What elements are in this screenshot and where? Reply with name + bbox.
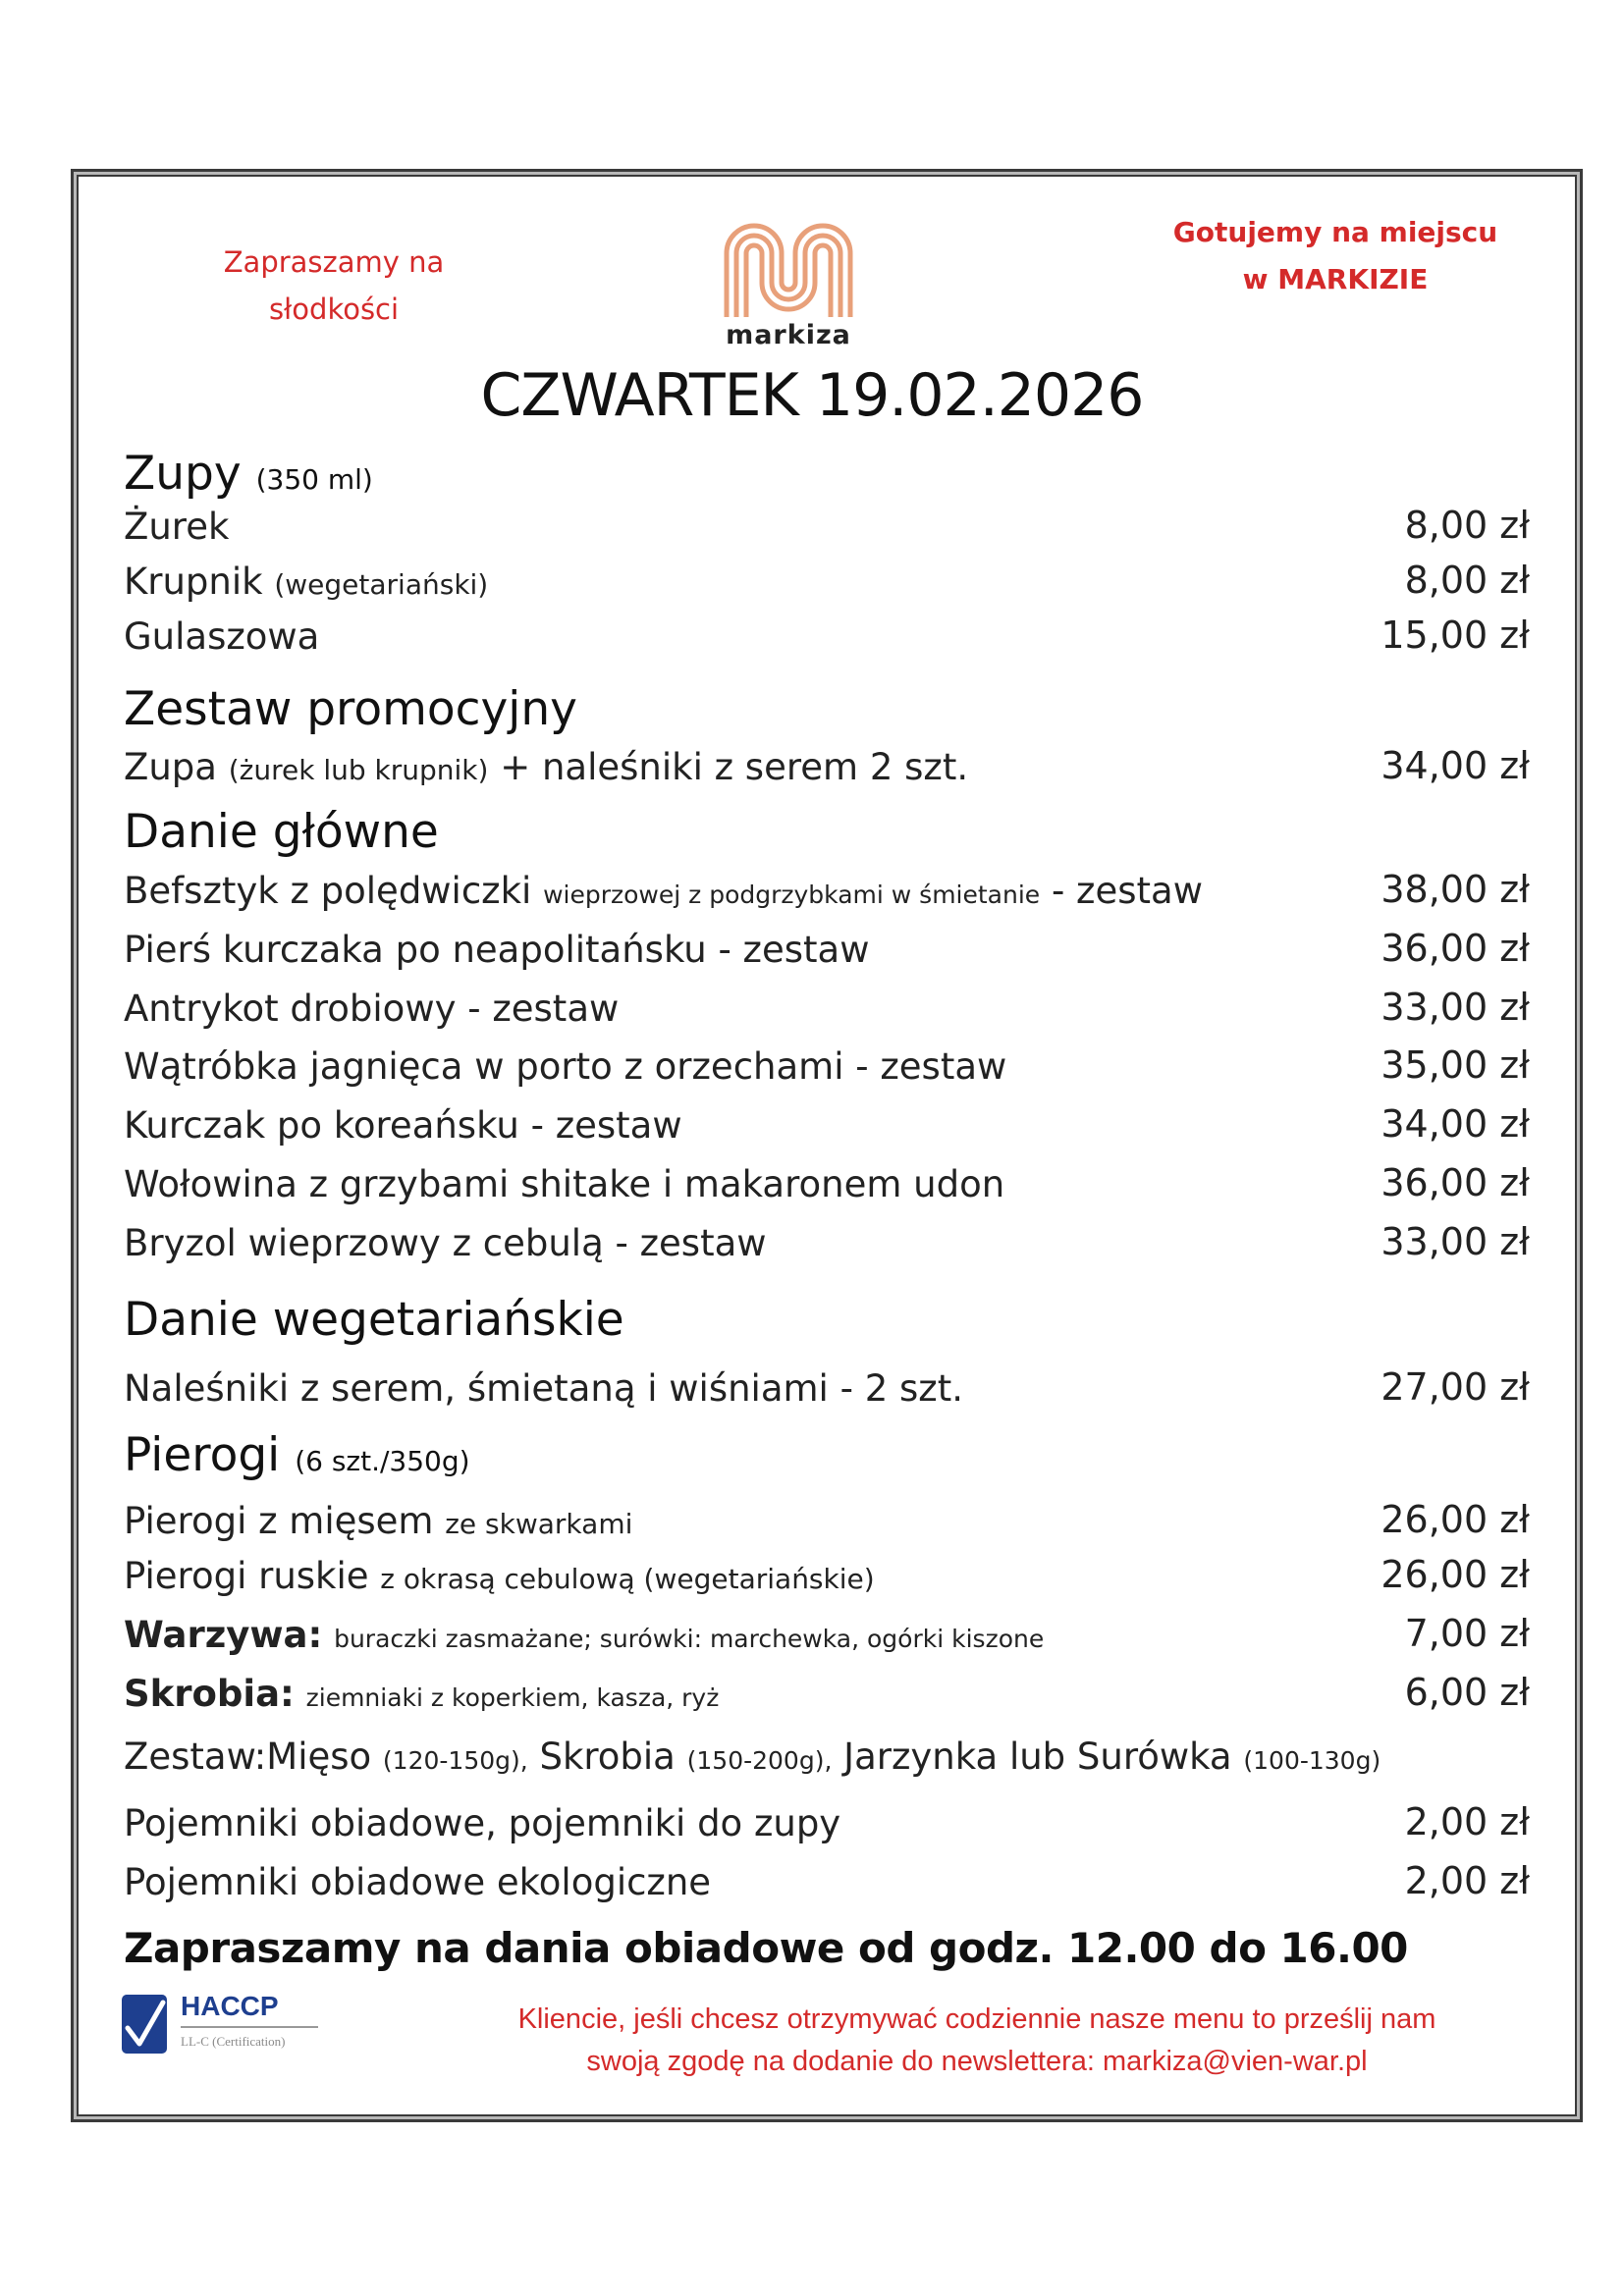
- item-price: 36,00 zł: [1380, 927, 1530, 970]
- item-price: 33,00 zł: [1380, 1220, 1530, 1263]
- item-note: ze skwarkami: [445, 1508, 633, 1540]
- set-weight: (150-200g),: [686, 1746, 833, 1775]
- menu-item: Kurczak po koreańsku - zestaw: [124, 1104, 682, 1147]
- newsletter-note: [412, 1999, 1542, 2083]
- newsletter-line: swoją zgodę na dodanie do newslettera: markiza@vien-war.pl: [586, 2046, 1368, 2077]
- section-title: Pierogi: [124, 1428, 281, 1482]
- haccp-divider: [181, 2026, 318, 2028]
- menu-item: Antrykot drobiowy - zestaw: [124, 988, 620, 1030]
- set-composition-info: [124, 1735, 1380, 1778]
- item-price: 8,00 zł: [1404, 559, 1530, 602]
- menu-item: Wołowina z grzybami shitake i makaronem udon: [124, 1163, 1005, 1205]
- item-name-rest: + naleśniki z serem 2 szt.: [500, 746, 969, 788]
- side-label: Warzywa:: [124, 1614, 323, 1656]
- item-price: 38,00 zł: [1380, 868, 1530, 911]
- item-note: z okrasą cebulową (wegetariańskie): [380, 1563, 875, 1595]
- menu-item: Naleśniki z serem, śmietaną i wiśniami - 2 szt.: [124, 1367, 963, 1410]
- sweets-invite-note: [157, 239, 511, 333]
- logo-wordmark: markiza: [726, 320, 851, 350]
- item-note: (wegetariański): [274, 568, 489, 601]
- item-price: 33,00 zł: [1380, 986, 1530, 1029]
- menu-item: Pojemniki obiadowe, pojemniki do zupy: [124, 1802, 841, 1844]
- menu-item: [124, 506, 229, 548]
- item-note: (żurek lub krupnik): [228, 754, 489, 786]
- menu-item: Pierś kurczaka po neapolitańsku - zestaw: [124, 929, 870, 971]
- item-price: 7,00 zł: [1404, 1612, 1530, 1655]
- menu-date-title: CZWARTEK 19.02.2026: [480, 361, 1144, 430]
- markiza-logo: [715, 214, 862, 361]
- item-price: 34,00 zł: [1380, 744, 1530, 787]
- section-heading-mains: Danie główne: [124, 805, 439, 859]
- item-price: 35,00 zł: [1380, 1043, 1530, 1087]
- item-price: 26,00 zł: [1380, 1553, 1530, 1596]
- item-name-rest: - zestaw: [1051, 870, 1203, 912]
- item-price: 8,00 zł: [1404, 504, 1530, 547]
- note-line: słodkości: [268, 293, 400, 326]
- set-part: Zestaw:Mięso: [124, 1735, 372, 1778]
- set-weight: (120-150g),: [382, 1746, 528, 1775]
- set-weight: (100-130g): [1243, 1746, 1381, 1775]
- section-heading-soups: [124, 447, 373, 501]
- haccp-label: HACCP: [181, 1991, 279, 2021]
- item-price: 34,00 zł: [1380, 1102, 1530, 1146]
- item-price: 36,00 zł: [1380, 1161, 1530, 1204]
- item-name: Żurek: [124, 506, 230, 548]
- menu-item: Pojemniki obiadowe ekologiczne: [124, 1861, 712, 1903]
- note-line: Gotujemy na miejscu: [1172, 216, 1498, 248]
- opening-hours-note: Zapraszamy na dania obiadowe od godz. 12.00 do 16.00: [124, 1924, 1408, 1972]
- section-subtitle: (350 ml): [255, 463, 373, 496]
- section-heading-pierogi: [124, 1428, 470, 1482]
- section-title: Zupy: [124, 447, 242, 501]
- side-note: ziemniaki z koperkiem, kasza, ryż: [305, 1683, 720, 1712]
- menu-item: [124, 1500, 632, 1542]
- item-price: 2,00 zł: [1404, 1859, 1530, 1902]
- item-name: Krupnik: [124, 561, 263, 603]
- menu-item: [124, 615, 319, 658]
- haccp-badge: [122, 1991, 318, 2057]
- item-name: Pierogi ruskie: [124, 1555, 369, 1597]
- side-item-starch: [124, 1673, 719, 1715]
- section-heading-promo: Zestaw promocyjny: [124, 682, 577, 736]
- haccp-cert-label: LL-C (Certification): [181, 2034, 286, 2049]
- item-name: Zupa: [124, 746, 217, 788]
- menu-item: [124, 870, 1203, 912]
- markiza-m-icon: [715, 214, 862, 322]
- side-label: Skrobia:: [124, 1673, 295, 1715]
- section-heading-vegetarian: Danie wegetariańskie: [124, 1293, 624, 1347]
- item-name: Pierogi z mięsem: [124, 1500, 434, 1542]
- note-line: w MARKIZIE: [1242, 263, 1429, 295]
- item-name: Gulaszowa: [124, 615, 320, 658]
- item-price: 27,00 zł: [1380, 1365, 1530, 1409]
- cooking-on-site-note: [1129, 209, 1542, 303]
- item-price: 26,00 zł: [1380, 1498, 1530, 1541]
- item-price: 6,00 zł: [1404, 1671, 1530, 1714]
- set-part: Jarzynka lub Surówka: [843, 1735, 1232, 1778]
- item-price: 15,00 zł: [1380, 614, 1530, 657]
- item-name: Befsztyk z polędwiczki: [124, 870, 532, 912]
- menu-item: [124, 561, 488, 603]
- section-subtitle: (6 szt./350g): [295, 1445, 470, 1477]
- menu-item: Bryzol wieprzowy z cebulą - zestaw: [124, 1222, 767, 1264]
- menu-item: Wątróbka jagnięca w porto z orzechami - zestaw: [124, 1045, 1007, 1088]
- side-note: buraczki zasmażane; surówki: marchewka, ogórki kiszone: [334, 1625, 1045, 1653]
- haccp-check-icon: [122, 1995, 167, 2054]
- note-line: Zapraszamy na: [223, 245, 445, 279]
- newsletter-line: Kliencie, jeśli chcesz otrzymywać codziennie nasze menu to prześlij nam: [517, 2003, 1436, 2035]
- item-price: 2,00 zł: [1404, 1800, 1530, 1843]
- menu-item: [124, 746, 968, 788]
- menu-item: [124, 1555, 875, 1597]
- set-part: Skrobia: [539, 1735, 676, 1778]
- item-note: wieprzowej z podgrzybkami w śmietanie: [543, 881, 1041, 909]
- side-item-vegetables: [124, 1614, 1044, 1656]
